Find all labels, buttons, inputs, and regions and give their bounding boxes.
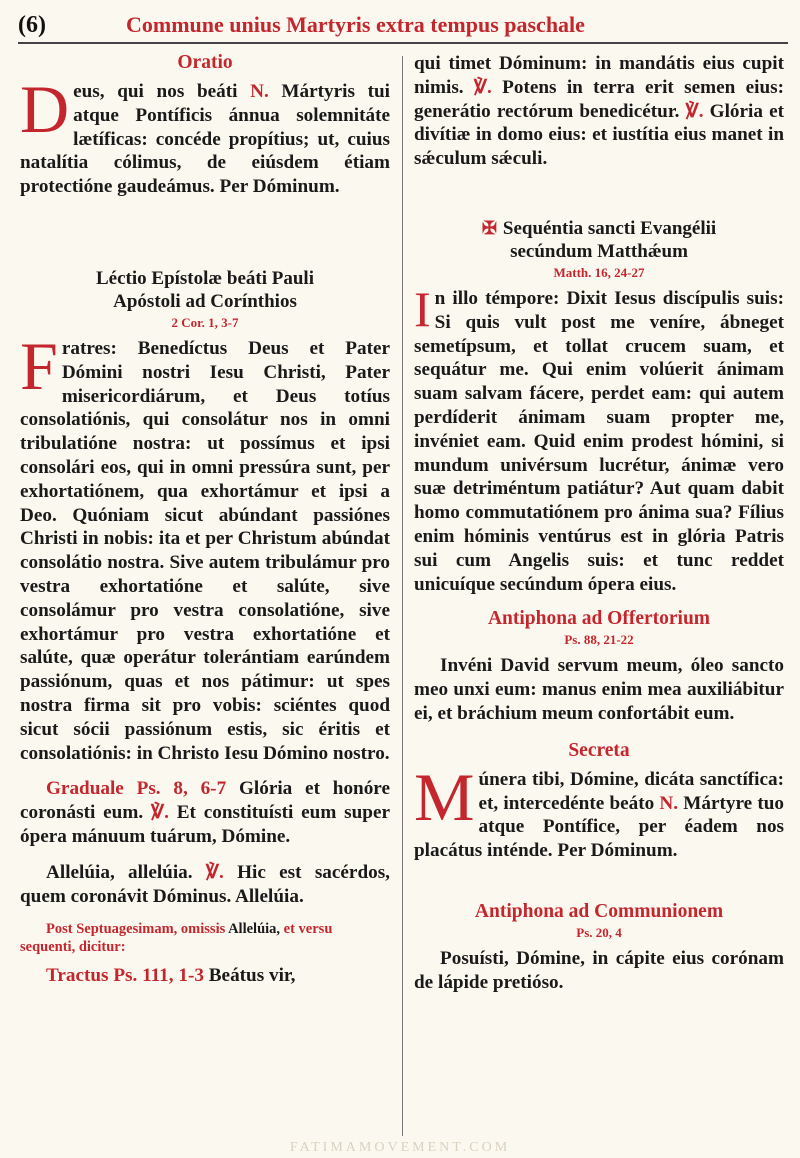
versicle-symbol: ℣. (685, 100, 704, 122)
running-title: Commune unius Martyris extra tempus paschale (126, 12, 585, 37)
offertorium-heading: Antiphona ad Offertorium (487, 608, 711, 630)
cross-icon: ✠ (481, 217, 497, 238)
versicle-symbol: ℣. (205, 861, 224, 883)
page-header (18, 8, 788, 44)
offertorium-reference: Ps. 88, 21-22 (564, 632, 634, 648)
oratio-text: Deus, qui nos beáti N. Mártyris tui atque Pontíficis ánnua solemnitáte lætíficas: concéde propítius; ut, cuius natalítia cólimus, de eiúsdem étiam protectióne gaudeámus. Per Dóminum. (20, 71, 390, 198)
watermark: FATIMAMOVEMENT.COM (289, 1140, 511, 1155)
communio-reference: Ps. 20, 4 (576, 924, 622, 940)
communio-heading: Antiphona ad Communionem (474, 900, 724, 922)
drop-cap-m: M (414, 758, 475, 835)
alleluia-text: Allelúia, allelúia. ℣. Hic est sacérdos, quem coronávit Dóminus. Allelúia. (20, 861, 390, 907)
communio-text: Posuísti, Dómine, in cápite eius corónam de lápide pretióso. (414, 947, 784, 993)
drop-cap-i: I (414, 280, 431, 337)
drop-cap-d: D (20, 71, 70, 147)
right-column (414, 52, 784, 995)
secreta-heading: Secreta (568, 739, 630, 761)
versicle-symbol: ℣. (473, 76, 492, 98)
oratio-heading: Oratio (177, 52, 233, 73)
lectio-heading-line1: Léctio Epístolæ beáti Pauli (96, 267, 314, 289)
evangelium-heading-line1: ✠ Sequéntia sancti Evangélii (481, 217, 717, 239)
lectio-reference: 2 Cor. 1, 3-7 (171, 314, 239, 330)
post-septuagesima-rubric: Post Septuagesimam, omissis Allelúia, et versu sequenti, dicitur: (20, 921, 333, 956)
tractus-label: Tractus Ps. 111, 1-3 (46, 965, 204, 987)
name-placeholder: N. (250, 81, 269, 102)
name-placeholder: N. (659, 792, 679, 814)
graduale-label: Graduale Ps. 8, 6-7 (46, 778, 227, 800)
lectio-heading-line2: Apóstoli ad Corínthios (113, 290, 297, 312)
secreta-text: Múnera tibi, Dómine, dicáta sanctífica: et, intercedénte beáto N. Mártyre tuo atque Pontífice, per éadem nos placátus inténde. Per Dóminum. (414, 758, 785, 862)
tractus-continuation: qui timet Dóminum: in mandátis eius cupit nimis. ℣. Potens in terra erit semen eius: generátio rectórum benedicétur. ℣. Glória et divítiæ in domo eius: et iustítia eius manet in sǽculum sǽculi. (414, 53, 784, 170)
lectio-text: Fratres: Benedíctus Deus et Pater Dómini nostri Iesu Christi, Pater misericordiárum, et Deus totíus consolatiónis, qui consolátur nos in omni tribulatióne nostra: ut possímus et ipsi consolári eos, qui in omni pressúra sunt, per exhortatiónem, qua exhortámur et ipsi a Deo. Quóniam sicut abúndant passiónes Christi in nobis: ita et per Christum abúndat consolátio nostra. Sive autem tribulámur pro vestra exhortatióne et salúte, sive consolámur pro vestra consolatióne, sive exhortámur pro vestra exhortatióne et salúte, quæ operátur tolerántiam earúndem passiónum, quas et nos pátimur: ut spes nostra firma sit pro vobis: sciéntes quod sicut sócii passiónum estis, sic éritis et consolatiónis: in Christo Iesu Dómino nostro. (20, 327, 390, 764)
left-column (20, 50, 390, 988)
evangelium-heading-line2: secúndum Matthǽum (510, 240, 688, 262)
column-divider (402, 56, 403, 1136)
tractus-text: Tractus Ps. 111, 1-3 Beátus vir, (46, 965, 296, 987)
page-number: (6) (18, 12, 46, 38)
offertorium-text: Invéni David servum meum, óleo sancto meo unxi eum: manus enim mea auxiliábitur ei, et bráchium meum confortábit eum. (414, 655, 784, 724)
versicle-symbol: ℣. (150, 802, 169, 824)
evangelium-reference: Matth. 16, 24-27 (553, 264, 645, 280)
drop-cap-f: F (20, 327, 58, 404)
graduale-text: Graduale Ps. 8, 6-7 Glória et honóre coronásti eum. ℣. Et constituísti eum super ópera mánuum tuárum, Dómine. (20, 778, 390, 847)
evangelium-text: In illo témpore: Dixit Iesus discípulis suis: Si quis vult post me veníre, ábneget semetípsum, et tollat crucem suam, et sequátur me. Qui enim volúerit ánimam suam salvam fácere, perdet eam: qui autem perdíderit ánimam suam propter me, invéniet eam. Quid enim prodest hómini, si mundum univérsum lucrétur, ánimæ vero suæ detriméntum patiátur? Aut quam dabit homo commutatiónem pro ánima sua? Fílius enim hóminis ventúrus est in glória Patris sui cum Angelis suis: et tunc reddet unicuíque secúndum ópera eius. (414, 280, 784, 595)
